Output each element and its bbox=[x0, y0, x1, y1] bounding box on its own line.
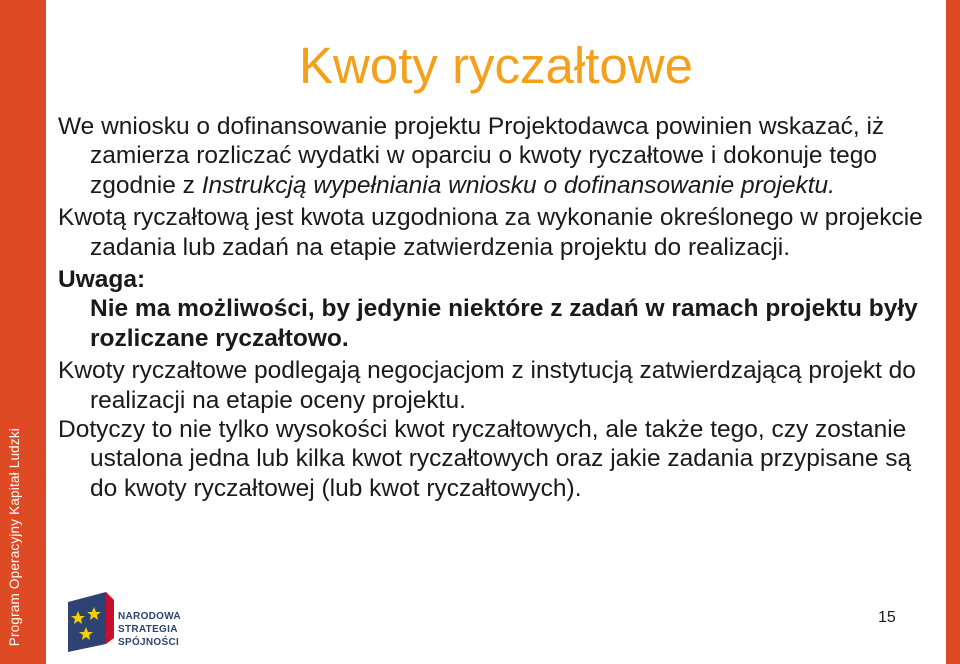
paragraph-application bbox=[58, 112, 928, 200]
logo-line-2: STRATEGIA SPÓJNOŚCI bbox=[118, 624, 180, 648]
program-name: Program Operacyjny Kapitał Ludzki bbox=[7, 427, 22, 646]
paragraph-definition: Kwotą ryczałtową jest kwota uzgodniona za wykonanie określonego w projekcie zadania lub zadań na etapie zatwierdzenia projektu do realizacji. bbox=[58, 204, 923, 261]
page-number: 15 bbox=[878, 609, 896, 626]
paragraph-application-text: We wniosku o dofinansowanie projektu Projektodawca powinien wskazać, iż zamierza rozliczać wydatki w oparciu o kwoty ryczałtowe i dokonuje tego zgodnie z bbox=[58, 113, 885, 199]
note-text: Nie ma możliwości, by jedynie niektóre z zadań w ramach projektu były rozliczane ryczałtowo. bbox=[90, 295, 918, 352]
paragraph-scope: Dotyczy to nie tylko wysokości kwot ryczałtowych, ale także tego, czy zostanie ustalona jedna lub kilka kwot ryczałtowych oraz jakie zadania przypisane są do kwoty ryczałtowej (lub kwot ryczałtowych). bbox=[58, 416, 912, 502]
instruction-reference: Instrukcją wypełniania wniosku o dofinansowanie projektu. bbox=[201, 171, 835, 199]
slide-title: Kwoty ryczałtowe bbox=[299, 37, 693, 94]
note-label: Uwaga: bbox=[58, 266, 146, 294]
left-sidebar-bar bbox=[0, 0, 46, 664]
national-cohesion-strategy-logo bbox=[58, 582, 226, 658]
right-accent-bar bbox=[946, 0, 960, 664]
slide-content bbox=[58, 112, 928, 506]
paragraph-negotiation: Kwoty ryczałtowe podlegają negocjacjom z instytucją zatwierdzającą projekt do realizacji na etapie oceny projektu. bbox=[58, 357, 916, 414]
logo-text bbox=[118, 610, 226, 649]
logo-line-1: NARODOWA bbox=[118, 611, 181, 622]
